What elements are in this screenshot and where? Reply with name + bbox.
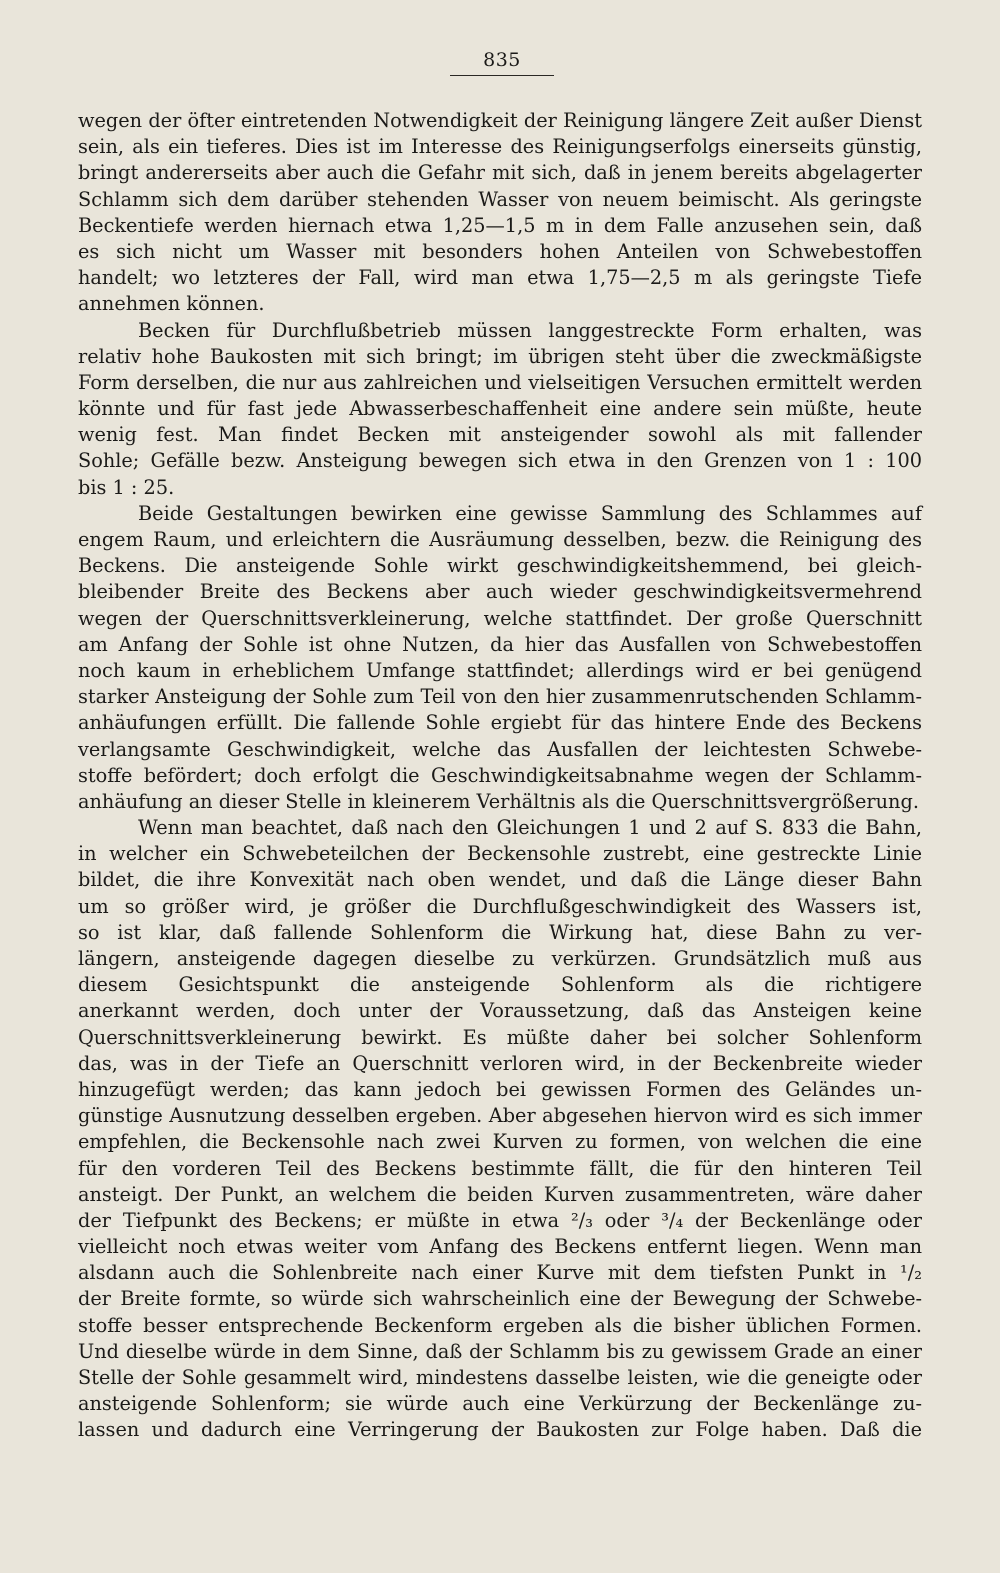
- text-line: wegen der öfter eintretenden Notwendigkeit der Reinigung längere Zeit außer Dienst: [78, 109, 922, 132]
- text-line: Stelle der Sohle gesammelt wird, mindestens dasselbe leisten, wie die geneigte oder: [78, 1366, 922, 1389]
- text-line: bis 1 : 25.: [78, 475, 175, 499]
- page-number: 835: [450, 48, 554, 76]
- text-line: ansteigende Sohlenform; sie würde auch eine Verkürzung der Beckenlänge zu-: [78, 1392, 922, 1416]
- text-line: das, was in der Tiefe an Querschnitt verloren wird, in der Beckenbreite wieder: [78, 1051, 922, 1075]
- text-line: günstige Ausnutzung desselben ergeben. Aber abgesehen hiervon wird es sich immer: [78, 1104, 922, 1128]
- text-line: ansteigt. Der Punkt, an welchem die beiden Kurven zusammentreten, wäre daher: [78, 1182, 922, 1206]
- text-line: anerkannt werden, doch unter der Voraussetzung, daß das Ansteigen keine: [78, 999, 922, 1023]
- text-line: Becken für Durchflußbetrieb müssen langgestreckte Form erhalten, was: [138, 318, 922, 342]
- text-line: lassen und dadurch eine Verringerung der Baukosten zur Folge haben. Daß die: [78, 1418, 922, 1442]
- text-line: anhäufungen erfüllt. Die fallende Sohle ergiebt für das hintere Ende des Beckens: [78, 711, 922, 735]
- text-line: bringt andererseits aber auch die Gefahr mit sich, daß in jenem bereits abgelagerter: [78, 161, 922, 185]
- body-text: [78, 108, 922, 1470]
- text-line: könnte und für fast jede Abwasserbeschaffenheit eine andere sein müßte, heute: [78, 397, 922, 421]
- text-line: Beckentiefe werden hiernach etwa 1,25—1,5 m in dem Falle anzusehen sein, daß: [78, 213, 922, 237]
- text-line: diesem Gesichtspunkt die ansteigende Sohlenform als die richtigere: [78, 973, 922, 997]
- text-line: der Breite formte, so würde sich wahrscheinlich eine der Bewegung der Schwebe-: [78, 1287, 922, 1311]
- text-line: Beide Gestaltungen bewirken eine gewisse Sammlung des Schlammes auf: [138, 501, 922, 525]
- text-line: engem Raum, und erleichtern die Ausräumung desselben, bezw. die Reinigung des: [78, 528, 922, 551]
- text-line: Schlamm sich dem darüber stehenden Wasser von neuem beimischt. Als geringste: [78, 187, 922, 211]
- text-line: stoffe befördert; doch erfolgt die Geschwindigkeitsabnahme wegen der Schlamm-: [78, 763, 922, 787]
- text-line: starker Ansteigung der Sohle zum Teil von den hier zusammenrutschenden Schlamm-: [78, 685, 922, 709]
- text-line: um so größer wird, je größer die Durchflußgeschwindigkeit des Wassers ist,: [78, 894, 922, 918]
- text-line: wenig fest. Man findet Becken mit ansteigender sowohl als mit fallender: [78, 423, 922, 447]
- text-line: noch kaum in erheblichem Umfange stattfindet; allerdings wird er bei genügend: [78, 658, 922, 682]
- text-line: der Tiefpunkt des Beckens; er müßte in etwa ²/₃ oder ³/₄ der Beckenlänge oder: [78, 1208, 922, 1232]
- text-line: stoffe besser entsprechende Beckenform ergeben als die bisher üblichen Formen.: [78, 1313, 922, 1337]
- text-line: annehmen können.: [78, 292, 265, 316]
- text-line: handelt; wo letzteres der Fall, wird man etwa 1,75—2,5 m als geringste Tiefe: [78, 266, 922, 290]
- text-line: Sohle; Gefälle bezw. Ansteigung bewegen sich etwa in den Grenzen von 1 : 100: [78, 449, 922, 473]
- text-line: so ist klar, daß fallende Sohlenform die Wirkung hat, diese Bahn zu ver-: [78, 920, 922, 944]
- text-line: Beckens. Die ansteigende Sohle wirkt geschwindigkeitshemmend, bei gleich-: [78, 554, 922, 578]
- text-line: Und dieselbe würde in dem Sinne, daß der Schlamm bis zu gewissem Grade an einer: [78, 1339, 922, 1363]
- text-line: in welcher ein Schwebeteilchen der Beckensohle zustrebt, eine gestreckte Linie: [78, 842, 922, 866]
- text-line: sein, als ein tieferes. Dies ist im Interesse des Reinigungserfolgs einerseits günstig,: [78, 135, 922, 159]
- text-line: hinzugefügt werden; das kann jedoch bei gewissen Formen des Geländes un-: [78, 1077, 922, 1101]
- text-line: Form derselben, die nur aus zahlreichen und vielseitigen Versuchen ermittelt werden: [78, 370, 922, 394]
- text-line: verlangsamte Geschwindigkeit, welche das Ausfallen der leichtesten Schwebe-: [78, 737, 922, 761]
- text-line: längern, ansteigende dagegen dieselbe zu verkürzen. Grundsätzlich muß aus: [78, 947, 922, 970]
- text-line: wegen der Querschnittsverkleinerung, welche stattfindet. Der große Querschnitt: [78, 606, 922, 630]
- text-line: empfehlen, die Beckensohle nach zwei Kurven zu formen, von welchen die eine: [78, 1130, 922, 1154]
- text-line: vielleicht noch etwas weiter vom Anfang des Beckens entfernt liegen. Wenn man: [78, 1235, 922, 1259]
- text-line: Querschnittsverkleinerung bewirkt. Es müßte daher bei solcher Sohlenform: [78, 1025, 922, 1049]
- text-line: anhäufung an dieser Stelle in kleinerem Verhältnis als die Querschnittsvergrößerung.: [78, 789, 919, 813]
- text-line: Wenn man beachtet, daß nach den Gleichungen 1 und 2 auf S. 833 die Bahn,: [138, 816, 922, 840]
- text-line: für den vorderen Teil des Beckens bestimmte fällt, die für den hinteren Teil: [78, 1156, 922, 1180]
- text-line: [78, 1444, 922, 1470]
- text-line: relativ hohe Baukosten mit sich bringt; im übrigen steht über die zweckmäßigste: [78, 344, 922, 368]
- text-line: alsdann auch die Sohlenbreite nach einer Kurve mit dem tiefsten Punkt in ¹/₂: [78, 1261, 922, 1285]
- text-line: bleibender Breite des Beckens aber auch wieder geschwindigkeitsvermehrend: [78, 580, 922, 604]
- text-line: am Anfang der Sohle ist ohne Nutzen, da hier das Ausfallen von Schwebestoffen: [78, 632, 922, 656]
- text-line: es sich nicht um Wasser mit besonders hohen Anteilen von Schwebestoffen: [78, 239, 922, 263]
- text-line: bildet, die ihre Konvexität nach oben wendet, und daß die Länge dieser Bahn: [78, 868, 922, 892]
